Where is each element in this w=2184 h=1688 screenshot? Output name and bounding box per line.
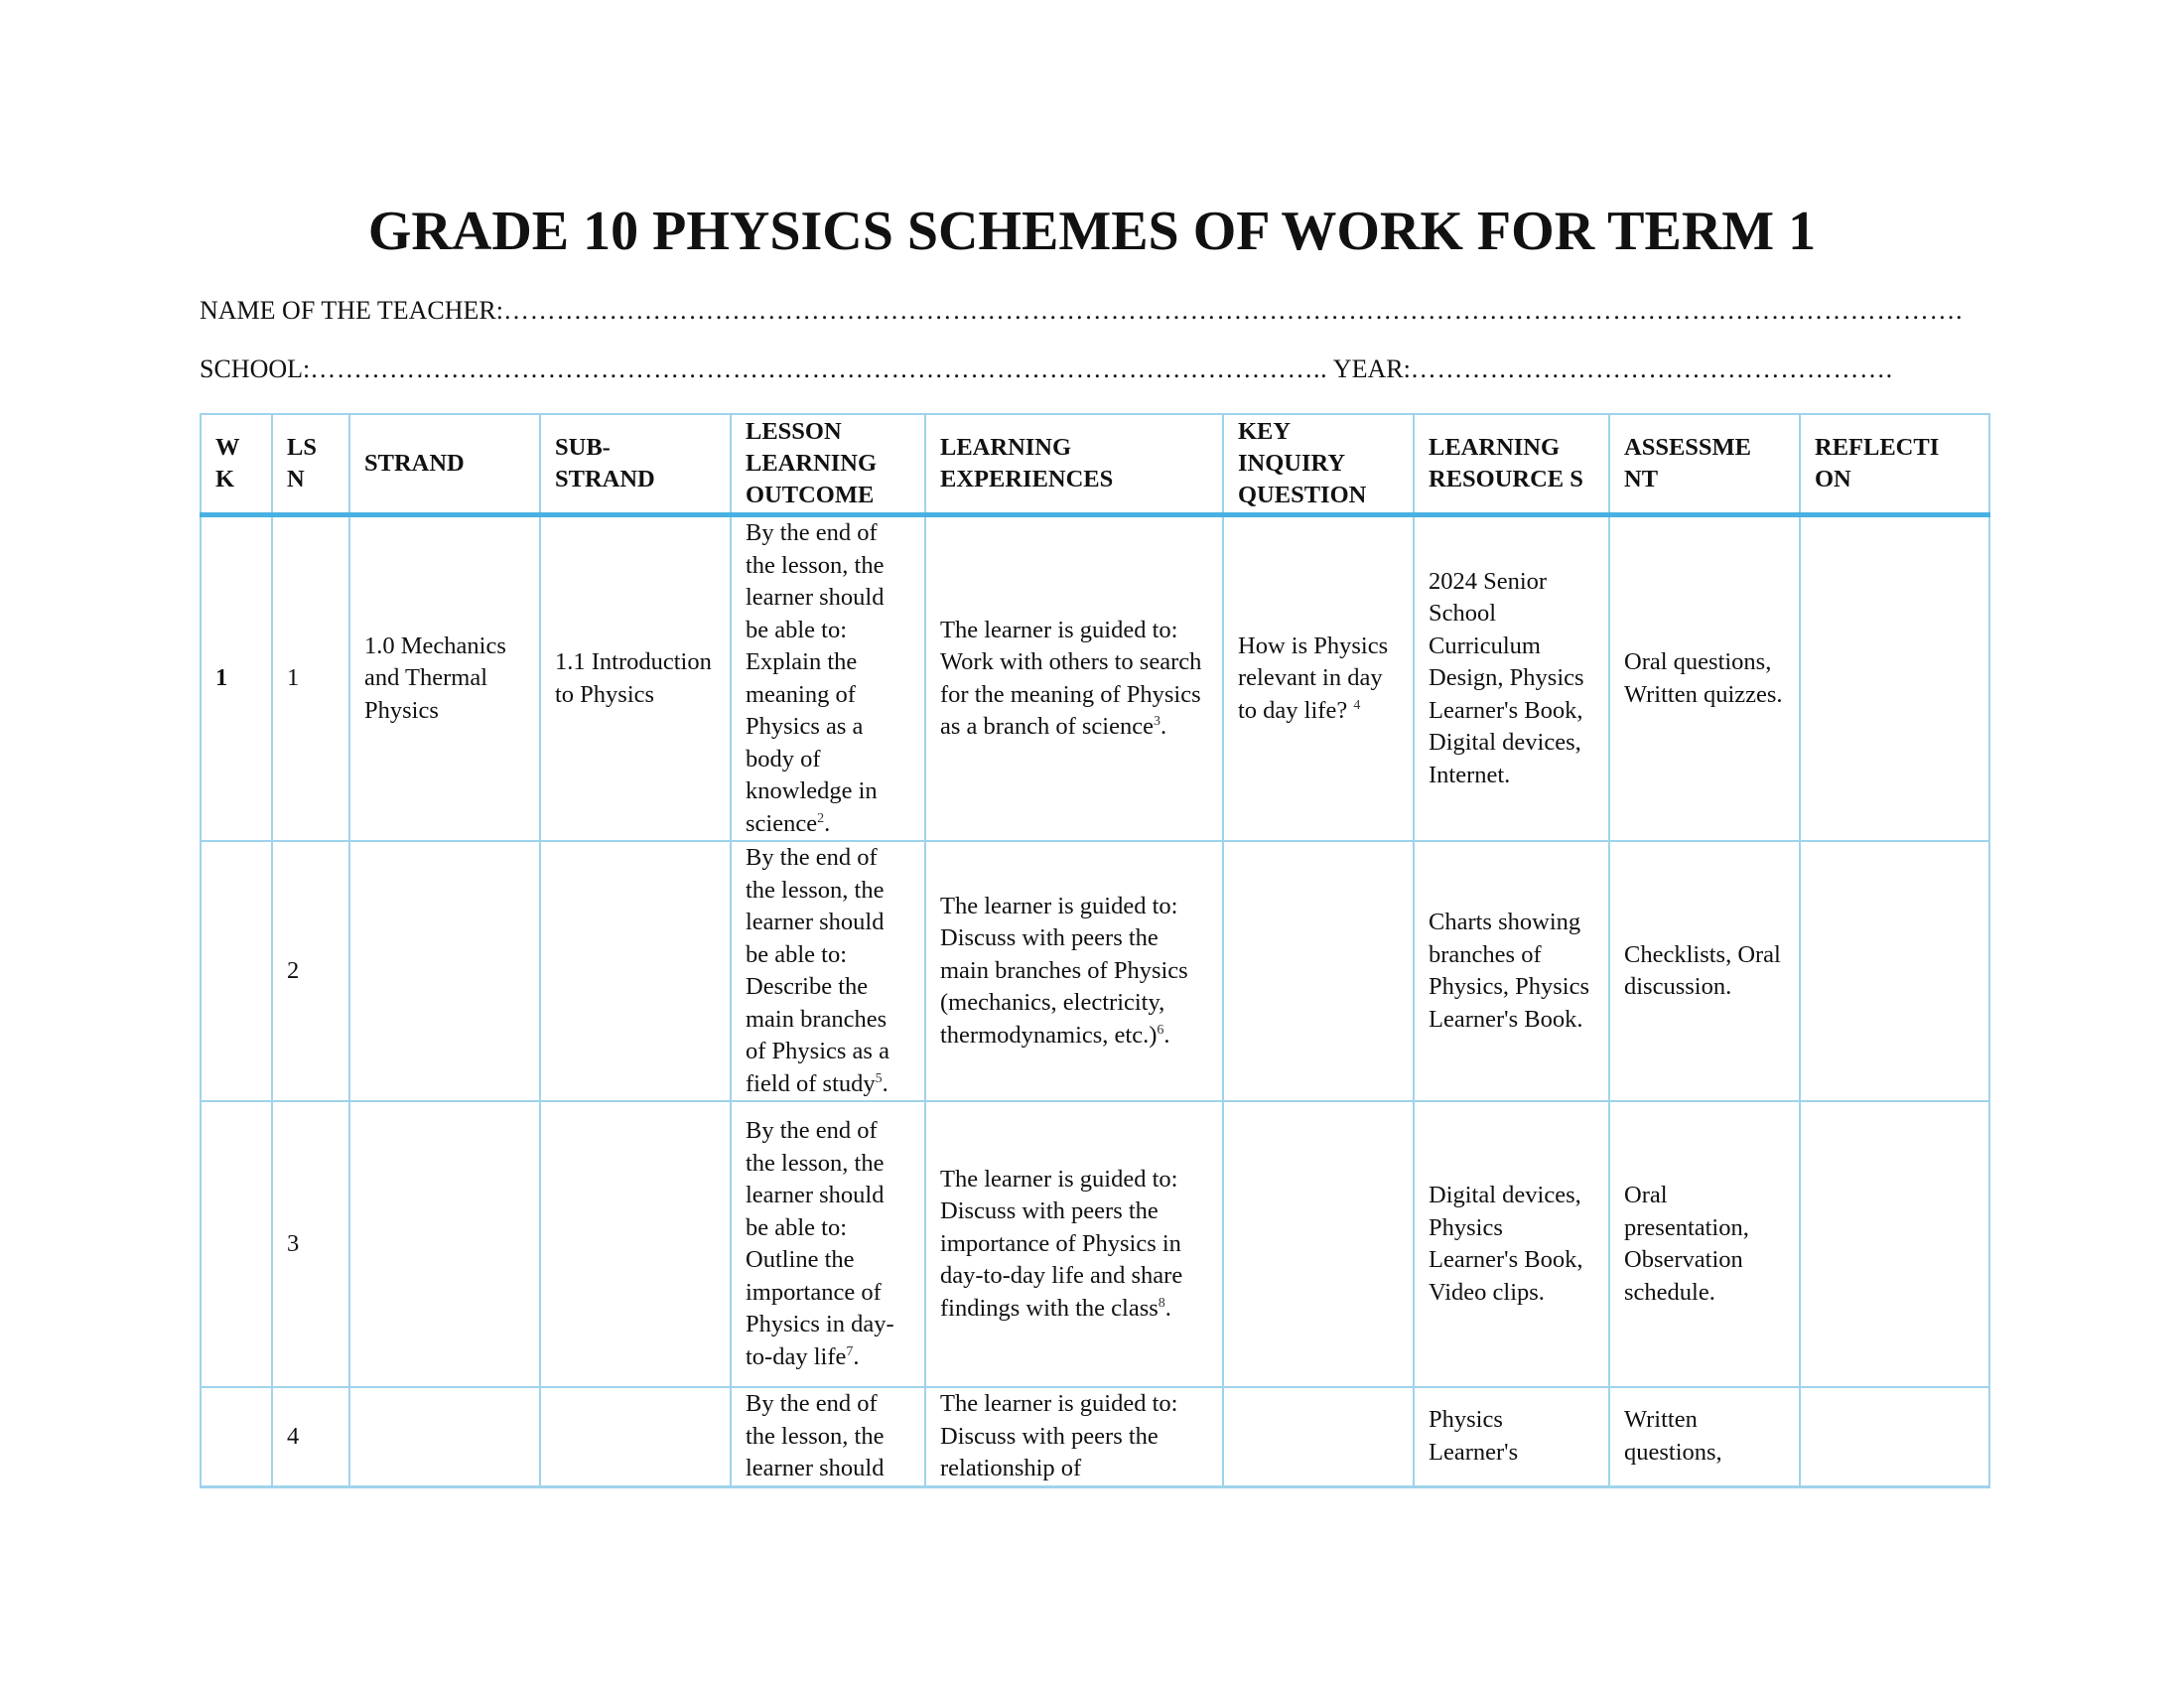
cell-inquiry	[1223, 1387, 1414, 1486]
cell-strand: 1.0 Mechanics and Thermal Physics	[349, 515, 540, 842]
outcome-text: By the end of the lesson, the learner should be able to: Outline the importance of Physics in day-to-day life	[746, 1117, 894, 1370]
cell-experiences	[925, 841, 1223, 1101]
cell-experiences	[925, 515, 1223, 842]
header-assessment: ASSESSME NT	[1609, 414, 1800, 515]
year-blank[interactable]: ……………………………………………….	[1410, 354, 1893, 383]
cell-resources: Physics Learner's	[1414, 1387, 1609, 1486]
footnote-ref[interactable]: 4	[1353, 697, 1361, 713]
table-row	[201, 1101, 1989, 1387]
cell-outcome	[731, 1101, 925, 1387]
cell-outcome	[731, 841, 925, 1101]
cell-assessment: Oral questions, Written quizzes.	[1609, 515, 1800, 842]
cell-resources: Digital devices, Physics Learner's Book, Video clips.	[1414, 1101, 1609, 1387]
cell-lesson: 4	[272, 1387, 349, 1486]
cell-experiences	[925, 1101, 1223, 1387]
cell-week	[201, 1101, 272, 1387]
experiences-text: The learner is guided to: Work with others to search for the meaning of Physics as a branch of science	[940, 616, 1202, 740]
footnote-ref[interactable]: 6	[1157, 1022, 1164, 1038]
cell-assessment: Written questions,	[1609, 1387, 1800, 1486]
footnote-ref[interactable]: 5	[875, 1070, 883, 1086]
punctuation: .	[824, 809, 831, 837]
cell-lesson: 1	[272, 515, 349, 842]
header-week: W K	[201, 414, 272, 515]
cell-assessment: Oral presentation, Observation schedule.	[1609, 1101, 1800, 1387]
cell-assessment: Checklists, Oral discussion.	[1609, 841, 1800, 1101]
teacher-name-label: NAME OF THE TEACHER:	[200, 296, 503, 325]
header-strand: STRAND	[349, 414, 540, 515]
cell-lesson: 2	[272, 841, 349, 1101]
outcome-text: By the end of the lesson, the learner should be able to: Explain the meaning of Physics as a body of knowledge in science	[746, 519, 885, 837]
scheme-of-work-table	[200, 413, 1990, 1488]
cell-inquiry	[1223, 841, 1414, 1101]
cell-sub-strand	[540, 1101, 731, 1387]
experiences-text: The learner is guided to: Discuss with peers the importance of Physics in day-to-day life and share findings with the class	[940, 1165, 1183, 1322]
cell-lesson: 3	[272, 1101, 349, 1387]
table-row	[201, 1387, 1989, 1486]
punctuation: .	[882, 1069, 888, 1097]
cell-strand	[349, 1387, 540, 1486]
punctuation: .	[1160, 713, 1167, 740]
cell-week	[201, 1387, 272, 1486]
cell-strand	[349, 841, 540, 1101]
cell-reflection[interactable]	[1800, 841, 1989, 1101]
header-outcome: LESSON LEARNING OUTCOME	[731, 414, 925, 515]
header-sub-strand: SUB- STRAND	[540, 414, 731, 515]
punctuation: .	[1164, 1294, 1171, 1322]
cell-week: 1	[201, 515, 272, 842]
school-year-field[interactable]	[200, 353, 1893, 385]
footnote-ref[interactable]: 8	[1158, 1295, 1165, 1311]
punctuation: .	[853, 1342, 860, 1370]
table-row	[201, 841, 1989, 1101]
teacher-name-blank[interactable]: ………………………………………………………………………………………………………………………………………………….	[503, 296, 1964, 325]
cell-outcome	[731, 515, 925, 842]
punctuation: .	[1163, 1021, 1170, 1049]
header-inquiry: KEY INQUIRY QUESTION	[1223, 414, 1414, 515]
cell-sub-strand	[540, 841, 731, 1101]
footnote-ref[interactable]: 7	[846, 1343, 854, 1359]
cell-strand	[349, 1101, 540, 1387]
cell-experiences: The learner is guided to: Discuss with peers the relationship of	[925, 1387, 1223, 1486]
cell-sub-strand	[540, 1387, 731, 1486]
cell-resources: Charts showing branches of Physics, Physics Learner's Book.	[1414, 841, 1609, 1101]
year-label: YEAR:	[1332, 354, 1411, 383]
cell-inquiry	[1223, 1101, 1414, 1387]
cell-outcome: By the end of the lesson, the learner should	[731, 1387, 925, 1486]
table-header-row	[201, 414, 1989, 515]
inquiry-text: How is Physics relevant in day to day life?	[1238, 632, 1389, 724]
school-label: SCHOOL:	[200, 354, 311, 383]
school-blank[interactable]: ……………………………………………………………………………………………………..	[310, 354, 1328, 383]
table-row	[201, 515, 1989, 842]
cell-inquiry	[1223, 515, 1414, 842]
header-resources: LEARNING RESOURCE S	[1414, 414, 1609, 515]
outcome-text: By the end of the lesson, the learner should be able to: Describe the main branches of Physics as a field of study	[746, 844, 889, 1097]
experiences-text: The learner is guided to: Discuss with peers the main branches of Physics (mechanics, electricity, thermodynamics, etc.)	[940, 892, 1188, 1049]
teacher-name-field[interactable]	[200, 295, 1963, 327]
cell-reflection[interactable]	[1800, 1387, 1989, 1486]
cell-resources: 2024 Senior School Curriculum Design, Physics Learner's Book, Digital devices, Internet.	[1414, 515, 1609, 842]
cell-reflection[interactable]	[1800, 1101, 1989, 1387]
header-experiences: LEARNING EXPERIENCES	[925, 414, 1223, 515]
cell-reflection[interactable]	[1800, 515, 1989, 842]
header-lesson: LS N	[272, 414, 349, 515]
cell-sub-strand: 1.1 Introduction to Physics	[540, 515, 731, 842]
page-title: GRADE 10 PHYSICS SCHEMES OF WORK FOR TERM 1	[367, 201, 1817, 262]
footnote-ref[interactable]: 2	[817, 810, 825, 826]
header-reflection: REFLECTI ON	[1800, 414, 1989, 515]
footnote-ref[interactable]: 3	[1153, 713, 1160, 729]
cell-week	[201, 841, 272, 1101]
